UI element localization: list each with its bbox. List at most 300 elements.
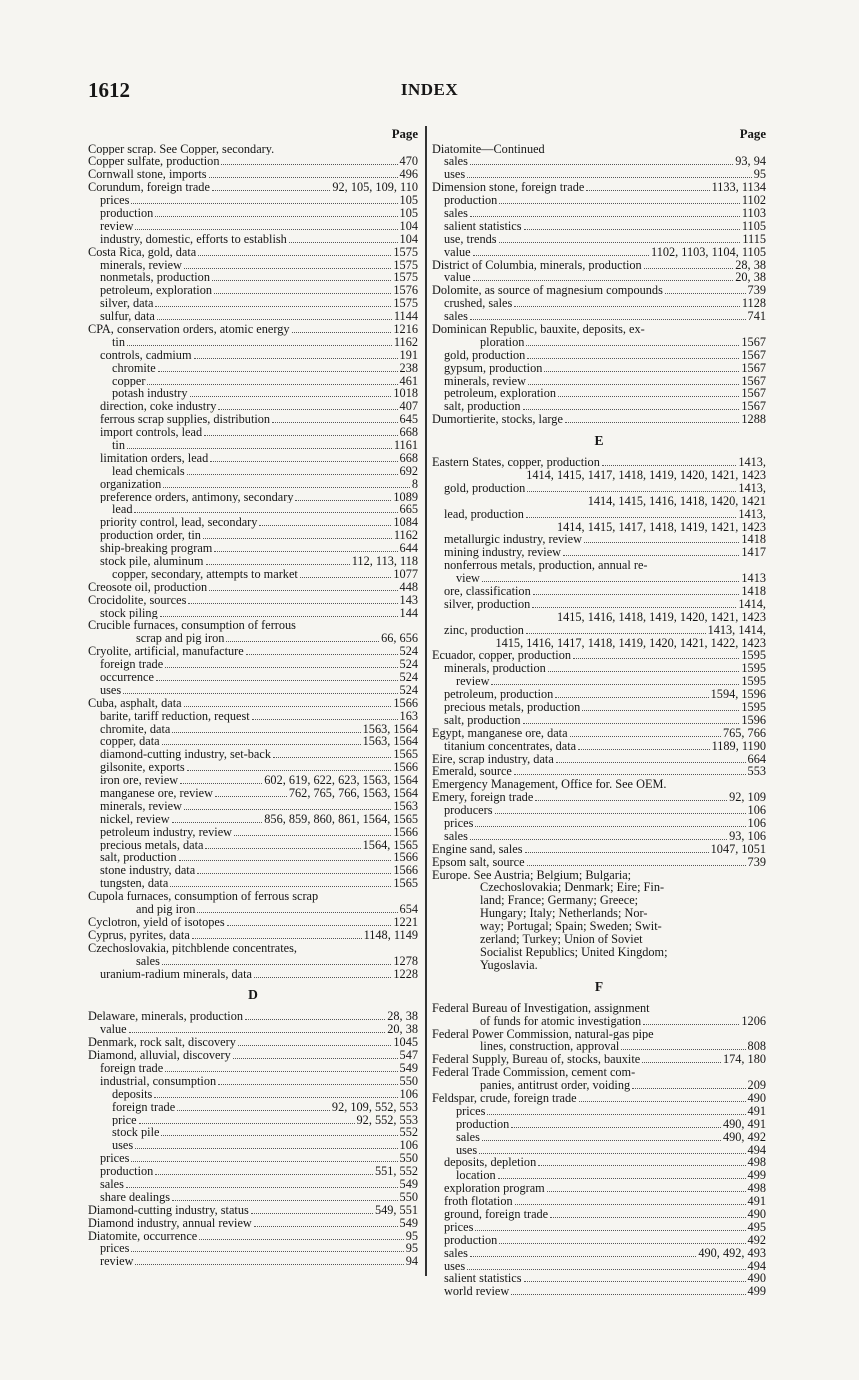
page-reference: 1418 (741, 585, 766, 598)
index-term: ship-breaking program (100, 542, 213, 555)
page-reference: 1414, (738, 597, 766, 611)
page-reference: 1161 (393, 438, 418, 452)
index-term: chromite (112, 361, 156, 375)
dot-leader (523, 723, 740, 724)
index-entry (88, 955, 418, 968)
dot-leader (499, 1243, 745, 1244)
page-reference: 1189, 1190 (711, 739, 766, 753)
index-term: industry, domestic, efforts to establish (100, 232, 287, 246)
dot-leader (163, 487, 410, 488)
dot-leader (524, 1281, 746, 1282)
index-entry (88, 1139, 418, 1152)
page-reference: 1567 (741, 348, 766, 362)
page-reference: 765, 766 (722, 726, 766, 740)
index-term: lead chemicals (112, 464, 185, 478)
index-term: petroleum, exploration (444, 387, 557, 401)
index-term: petroleum industry, review (100, 825, 233, 839)
dot-leader (563, 555, 739, 556)
page-reference: 1567 (741, 335, 766, 349)
page-reference: 1221 (393, 915, 418, 929)
index-entry (432, 375, 766, 388)
page-reference: 1595 (741, 701, 766, 714)
index-entry (88, 207, 418, 220)
page-reference: 238 (399, 361, 418, 375)
index-entry (88, 1088, 418, 1101)
index-entry (88, 323, 418, 336)
dot-leader (565, 422, 739, 423)
page-reference: 144 (399, 606, 418, 620)
dot-leader (556, 762, 746, 763)
page-reference: 762, 765, 766, 1563, 1564 (288, 787, 418, 800)
dot-leader (187, 474, 398, 475)
index-term: nickel, review (100, 812, 170, 826)
dot-leader (234, 835, 391, 836)
page-reference: 1103 (741, 206, 766, 220)
dot-leader (467, 177, 752, 178)
index-entry (432, 1156, 766, 1169)
index-term: share dealings (100, 1190, 170, 1204)
index-term: and pig iron (136, 903, 196, 916)
index-term: prices (100, 1242, 130, 1256)
page-reference: 191 (399, 348, 418, 362)
dot-leader (538, 1165, 745, 1166)
dot-leader (528, 384, 739, 385)
index-entry (432, 830, 766, 843)
dot-leader (131, 1251, 403, 1252)
index-entry (432, 456, 766, 469)
index-term: foreign trade (100, 658, 164, 672)
index-term: salient statistics (444, 1272, 522, 1286)
index-entry (88, 155, 418, 168)
dot-leader (156, 680, 398, 681)
dot-leader (233, 1058, 398, 1059)
dot-leader (491, 684, 739, 685)
index-term: Diamond, alluvial, discovery (88, 1049, 231, 1062)
index-page-continuation: 1414, 1415, 1417, 1418, 1419, 1421, 1423 (556, 520, 766, 534)
index-entry (432, 413, 766, 426)
dot-leader (170, 886, 391, 887)
dot-leader (184, 809, 391, 810)
index-term: Diamond industry, annual review (88, 1216, 252, 1230)
dot-leader (527, 358, 739, 359)
index-term: mining industry, review (444, 546, 562, 560)
index-entry-text: Diatomite—Continued (432, 142, 545, 156)
dot-leader (295, 500, 391, 501)
dot-leader (131, 1161, 397, 1162)
index-entry-text: Socialist Republics; United Kingdom; (480, 945, 668, 959)
index-term: sales (100, 1177, 124, 1191)
page-reference: 20, 38 (387, 1023, 418, 1037)
dot-leader (475, 1230, 745, 1231)
page-reference: 692 (399, 464, 418, 478)
dot-leader (582, 710, 739, 711)
page-reference: 1565 (393, 748, 418, 762)
index-term: value (444, 271, 471, 285)
index-entry (432, 1105, 766, 1118)
page-reference: 1566 (393, 825, 418, 839)
page-reference: 524 (399, 671, 418, 684)
dot-leader (292, 332, 392, 333)
dot-leader (526, 517, 736, 518)
dot-leader (259, 525, 391, 526)
index-entry (88, 710, 418, 723)
page-reference: 1567 (741, 361, 766, 375)
dot-leader (251, 1213, 373, 1214)
index-entry (432, 1182, 766, 1195)
index-term: silver, data (100, 297, 154, 311)
dot-leader (498, 1178, 746, 1179)
index-term: direction, coke industry (100, 400, 217, 414)
dot-leader (179, 860, 392, 861)
index-term: Diatomite, occurrence (88, 1229, 198, 1243)
index-entry (88, 1049, 418, 1062)
index-entry (88, 877, 418, 890)
index-term: precious metals, production (444, 701, 581, 714)
index-term: ore, classification (444, 585, 531, 598)
page-reference: 28, 38 (735, 258, 766, 272)
index-entry (88, 271, 418, 284)
dot-leader (547, 1191, 746, 1192)
index-entry (88, 1114, 418, 1127)
index-term: lead (112, 503, 133, 517)
index-term: production (444, 194, 498, 207)
index-entry (432, 1260, 766, 1273)
page-reference: 1047, 1051 (710, 842, 766, 856)
dot-leader (524, 229, 740, 230)
index-term: uses (444, 1259, 466, 1273)
page-reference: 1563, 1564 (362, 722, 418, 736)
index-term: producers (444, 804, 493, 818)
index-entry (88, 632, 418, 645)
index-term: Eire, scrap industry, data (432, 752, 554, 766)
index-term: Diamond-cutting industry, status (88, 1203, 249, 1217)
index-entry (88, 1062, 418, 1075)
page-reference: 1566 (393, 761, 418, 775)
index-term: Dolomite, as source of magnesium compounds (432, 284, 663, 298)
index-entry (88, 336, 418, 349)
page-reference: 664 (747, 752, 766, 766)
dot-leader (194, 358, 398, 359)
index-entry (88, 452, 418, 465)
index-entry (432, 284, 766, 297)
index-entry (88, 1242, 418, 1255)
index-term: industrial, consumption (100, 1074, 217, 1088)
index-term: Engine sand, sales (432, 842, 523, 856)
index-term: Delaware, minerals, production (88, 1010, 244, 1024)
section-letter: D (248, 987, 258, 1003)
index-term: sales (136, 954, 160, 968)
index-entry-text: zerland; Turkey; Union of Soviet (480, 933, 643, 946)
page-reference: 1594, 1596 (710, 688, 766, 702)
index-term: production (100, 206, 154, 220)
dot-leader (470, 1256, 696, 1257)
index-entry-text: Emergency Management, Office for. See OEM. (432, 778, 667, 792)
index-entry (432, 817, 766, 830)
index-entry (88, 671, 418, 684)
index-entry-text: Federal Power Commission, natural-gas pipe (432, 1027, 654, 1041)
dot-leader (188, 603, 397, 604)
page-reference: 106 (399, 1139, 418, 1153)
index-entry (432, 1234, 766, 1247)
page-reference: 856, 859, 860, 861, 1564, 1565 (264, 812, 418, 826)
page-reference: 1567 (741, 400, 766, 414)
index-term: sales (444, 829, 468, 843)
dot-leader (214, 293, 391, 294)
index-entry (432, 753, 766, 766)
dot-leader (523, 409, 740, 410)
page-reference: 549, 551 (374, 1203, 418, 1217)
page-reference: 1162 (393, 335, 418, 349)
index-entry (432, 1144, 766, 1157)
index-term: ploration (480, 335, 525, 349)
index-entry (88, 903, 418, 916)
page-reference: 1102, 1103, 1104, 1105 (651, 245, 766, 259)
index-term: scrap and pig iron (136, 632, 225, 646)
page-reference: 94 (405, 1255, 418, 1269)
page-reference: 1413, 1414, (707, 623, 766, 637)
index-entry (432, 649, 766, 662)
dot-leader (470, 164, 733, 165)
page-reference: 498 (747, 1182, 766, 1196)
page-reference: 490, 492, 493 (698, 1246, 766, 1260)
index-term: deposits, depletion (444, 1156, 537, 1170)
dot-leader (254, 1226, 398, 1227)
index-term: Eastern States, copper, production (432, 456, 600, 469)
index-entry (88, 607, 418, 620)
index-entry (88, 813, 418, 826)
index-term: panies, antitrust order, voiding (480, 1079, 631, 1092)
dot-leader (172, 1200, 398, 1201)
dot-leader (160, 616, 398, 617)
page-reference: 549 (399, 1177, 418, 1191)
index-entry-text: way; Portugal; Spain; Sweden; Swit- (480, 920, 662, 934)
page-reference: 66, 656 (381, 632, 418, 646)
page-reference: 1596 (741, 713, 766, 727)
index-entry (88, 413, 418, 426)
index-entry (88, 194, 418, 207)
index-entry (88, 1191, 418, 1204)
index-term: ferrous scrap supplies, distribution (100, 413, 271, 427)
dot-leader (586, 190, 709, 191)
page-reference: 407 (399, 400, 418, 414)
index-term: sulfur, data (100, 310, 155, 323)
page-reference: 550 (399, 1190, 418, 1204)
index-entry (432, 194, 766, 207)
dot-leader (127, 448, 392, 449)
index-entry (88, 1204, 418, 1217)
index-entry-text: Crucible furnaces, consumption of ferrous (88, 619, 296, 633)
index-term: Crocidolite, sources (88, 593, 187, 607)
dot-leader (221, 164, 397, 165)
page-reference: 553 (747, 765, 766, 779)
index-term: production order, tin (100, 529, 201, 543)
dot-leader (127, 345, 392, 346)
index-entry (432, 546, 766, 559)
page-reference: 499 (747, 1169, 766, 1183)
dot-leader (665, 293, 746, 294)
index-page-continuation: 1415, 1416, 1417, 1418, 1419, 1420, 1421, 1422, 1423 (495, 636, 766, 650)
index-term: Dimension stone, foreign trade (432, 181, 585, 195)
index-entry (88, 1230, 418, 1243)
page-reference: 549 (399, 1061, 418, 1075)
index-entry (88, 684, 418, 697)
dot-leader (172, 822, 263, 823)
dot-leader (204, 435, 397, 436)
dot-leader (527, 865, 746, 866)
index-entry (432, 155, 766, 168)
dot-leader (642, 1062, 721, 1063)
page-reference: 1567 (741, 374, 766, 388)
index-entry (432, 1040, 766, 1053)
dot-leader (514, 774, 746, 775)
index-term: price (112, 1113, 137, 1127)
dot-leader (272, 422, 397, 423)
index-entry (88, 478, 418, 491)
page-reference: 547 (399, 1049, 418, 1062)
page-reference: 95 (405, 1229, 418, 1243)
page-reference: 1133, 1134 (711, 181, 766, 195)
dot-leader (199, 1239, 403, 1240)
index-term: uses (456, 1143, 478, 1157)
page-reference: 1084 (393, 516, 418, 530)
index-term: stock pile (112, 1126, 160, 1140)
index-entry (432, 362, 766, 375)
index-term: minerals, review (100, 258, 182, 272)
page-reference: 644 (399, 542, 418, 555)
page-reference: 1595 (741, 675, 766, 689)
page-reference: 1563 (393, 799, 418, 813)
index-entry (88, 375, 418, 388)
index-entry-text: Copper scrap. See Copper, secondary. (88, 142, 275, 156)
index-entry (432, 701, 766, 714)
index-entry (432, 727, 766, 740)
index-term: chromite, data (100, 722, 171, 736)
index-entry (88, 362, 418, 375)
page-reference: 492 (747, 1233, 766, 1247)
index-entry (88, 542, 418, 555)
page-reference: 1413, (738, 481, 766, 495)
page-reference: 1566 (393, 696, 418, 710)
page-reference: 1575 (393, 271, 418, 285)
page-reference: 470 (399, 155, 418, 169)
index-term: sales (444, 1246, 468, 1260)
index-entry (432, 675, 766, 688)
index-entry-text: Dominican Republic, bauxite, deposits, ex- (432, 322, 645, 336)
index-term: iron ore, review (100, 774, 179, 788)
page-reference: 550 (399, 1152, 418, 1166)
index-entry (432, 297, 766, 310)
index-entry (432, 1272, 766, 1285)
index-entry-text: Federal Bureau of Investigation, assignment (432, 1001, 650, 1015)
page-column-header: Page (739, 127, 766, 141)
page-reference: 490, 491 (722, 1117, 766, 1131)
dot-leader (550, 1217, 745, 1218)
index-entry (88, 826, 418, 839)
index-entry (432, 843, 766, 856)
dot-leader (227, 925, 392, 926)
page-reference: 106 (399, 1087, 418, 1101)
index-term: prices (444, 1220, 474, 1234)
index-entry (88, 465, 418, 478)
index-term: stock piling (100, 606, 158, 620)
dot-leader (154, 1097, 397, 1098)
index-entry (432, 387, 766, 400)
index-term: sales (456, 1130, 480, 1144)
page-reference: 448 (399, 580, 418, 594)
page-reference: 494 (747, 1259, 766, 1273)
dot-leader (548, 671, 740, 672)
index-term: Cryolite, artificial, manufacture (88, 645, 244, 659)
page-reference: 524 (399, 658, 418, 672)
index-entry (88, 426, 418, 439)
page-reference: 1045 (393, 1036, 418, 1050)
page-reference: 1162 (393, 529, 418, 543)
index-term: tin (112, 335, 125, 349)
index-term: tin (112, 438, 125, 452)
index-term: occurrence (100, 671, 154, 684)
index-entry (88, 1217, 418, 1230)
index-term: diamond-cutting industry, set-back (100, 748, 271, 762)
index-term: controls, cadmium (100, 348, 192, 362)
dot-leader (206, 564, 350, 565)
index-term: stone industry, data (100, 864, 196, 878)
page-reference: 93, 106 (729, 829, 766, 843)
index-entry (432, 1247, 766, 1260)
index-term: uses (100, 683, 122, 697)
index-entry (88, 1023, 418, 1036)
index-entry (88, 439, 418, 452)
page-reference: 602, 619, 622, 623, 1563, 1564 (264, 774, 418, 788)
index-term: limitation orders, lead (100, 451, 209, 465)
page-reference: 494 (747, 1143, 766, 1157)
dot-leader (532, 607, 736, 608)
dot-leader (621, 1049, 745, 1050)
page-reference: 490 (747, 1272, 766, 1286)
index-entry (432, 1221, 766, 1234)
page-reference: 104 (399, 219, 418, 233)
dot-leader (161, 1135, 397, 1136)
index-entry (432, 624, 766, 637)
dot-leader (157, 319, 392, 320)
index-term: of funds for atomic investigation (480, 1014, 642, 1028)
dot-leader (487, 1114, 745, 1115)
page-reference: 92, 552, 553 (356, 1113, 418, 1127)
index-term: minerals, review (100, 799, 182, 813)
index-term: Egypt, manganese ore, data (432, 726, 568, 740)
page-reference: 490, 492 (722, 1130, 766, 1144)
index-entry (88, 723, 418, 736)
page-reference: 1595 (741, 662, 766, 676)
index-entry-text: Federal Trade Commission, cement com- (432, 1066, 636, 1080)
running-head: INDEX (400, 80, 459, 99)
index-entry (432, 220, 766, 233)
index-term: precious metals, data (100, 838, 204, 852)
index-term: uses (444, 168, 466, 182)
page-reference: 490 (747, 1207, 766, 1221)
left-index-column (88, 126, 418, 1268)
page-reference: 1575 (393, 297, 418, 311)
index-entry (88, 774, 418, 787)
page-reference: 1089 (393, 490, 418, 504)
dot-leader (190, 396, 392, 397)
dot-leader (644, 268, 734, 269)
index-entry (432, 1169, 766, 1182)
index-entry (88, 516, 418, 529)
dot-leader (643, 1024, 739, 1025)
index-entry (432, 207, 766, 220)
dot-leader (129, 1032, 386, 1033)
dot-leader (578, 749, 709, 750)
